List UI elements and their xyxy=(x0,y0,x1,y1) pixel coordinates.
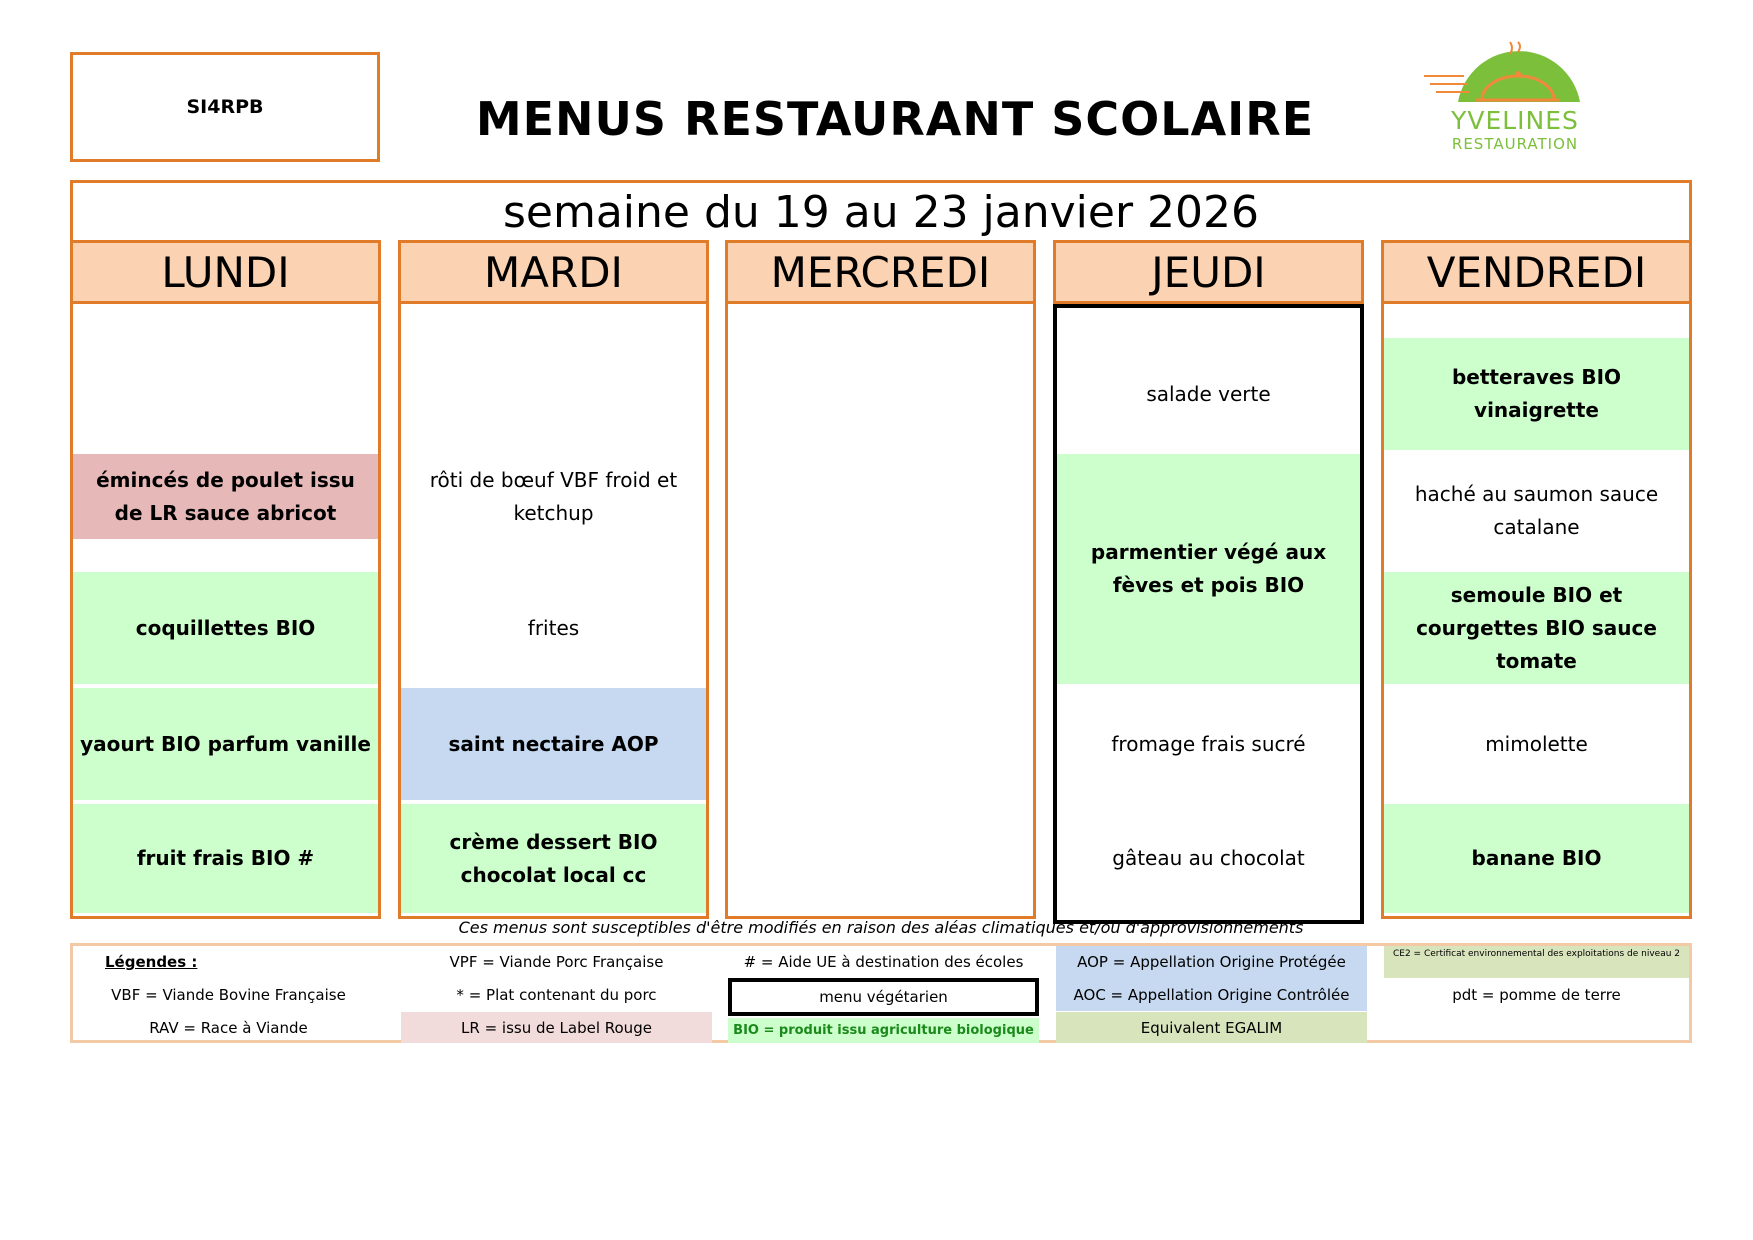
legend-title: Légendes : xyxy=(105,953,198,971)
day-menu xyxy=(70,304,381,919)
day-column-mardi xyxy=(398,240,709,919)
menu-dessert: crème dessert BIO chocolat local cc xyxy=(401,804,706,913)
logo-subtitle: RESTAURATION xyxy=(1451,135,1579,153)
day-column-jeudi xyxy=(1053,240,1364,924)
school-code: SI4RPB xyxy=(70,52,380,162)
menu-side: semoule BIO et courgettes BIO sauce tomate xyxy=(1384,572,1689,684)
legend-egalim: Equivalent EGALIM xyxy=(1056,1012,1367,1043)
legend-ce2: CE2 = Certificat environnemental des exploitations de niveau 2 xyxy=(1384,946,1689,978)
day-column-vendredi xyxy=(1381,240,1692,919)
menu-dairy: fromage frais sucré xyxy=(1111,731,1306,756)
day-column-lundi xyxy=(70,240,381,919)
legend-pork: * = Plat contenant du porc xyxy=(456,985,657,1004)
day-column-mercredi xyxy=(725,240,1036,919)
legend-rav: RAV = Race à Viande xyxy=(149,1018,308,1037)
menu-dessert: banane BIO xyxy=(1384,804,1689,913)
menu-side: coquillettes BIO xyxy=(73,572,378,684)
menu-starter: salade verte xyxy=(1146,381,1271,406)
legend-lr: LR = issu de Label Rouge xyxy=(401,1012,712,1043)
menu-dairy: mimolette xyxy=(1485,731,1588,756)
logo-title: YVELINES xyxy=(1451,106,1579,135)
day-header: MERCREDI xyxy=(725,240,1036,304)
logo-icon xyxy=(1420,40,1600,110)
day-header: VENDREDI xyxy=(1381,240,1692,304)
legend-vbf: VBF = Viande Bovine Française xyxy=(111,985,346,1004)
day-header: LUNDI xyxy=(70,240,381,304)
day-header: JEUDI xyxy=(1053,240,1364,304)
menu-dairy: saint nectaire AOP xyxy=(401,688,706,800)
week-title: semaine du 19 au 23 janvier 2026 xyxy=(70,180,1692,242)
legend-bio: BIO = produit issu agriculture biologique xyxy=(728,1018,1039,1043)
yvelines-restauration-logo xyxy=(1420,40,1600,160)
legend-vpf: VPF = Viande Porc Française xyxy=(449,953,664,971)
day-menu xyxy=(1381,304,1692,919)
menu-starter xyxy=(401,304,706,454)
legend-aoc: AOC = Appellation Origine Contrôlée xyxy=(1056,978,1367,1011)
legend-hash: # = Aide UE à destination des écoles xyxy=(743,953,1024,971)
menu-main: parmentier végé aux fèves et pois BIO xyxy=(1057,454,1360,684)
menu-dessert: fruit frais BIO # xyxy=(73,804,378,913)
menu-dessert: gâteau au chocolat xyxy=(1112,845,1305,870)
menu-dairy: yaourt BIO parfum vanille xyxy=(73,688,378,800)
legend xyxy=(70,943,1692,1043)
day-header: MARDI xyxy=(398,240,709,304)
menu-main: haché au saumon sauce catalane xyxy=(1414,482,1659,539)
menu-main: rôti de bœuf VBF froid et ketchup xyxy=(429,467,678,525)
legend-vegetarian: menu végétarien xyxy=(728,978,1039,1016)
day-menu xyxy=(398,304,709,919)
legend-pdt: pdt = pomme de terre xyxy=(1452,985,1621,1004)
day-menu xyxy=(725,304,1036,919)
disclaimer: Ces menus sont susceptibles d'être modifiés en raison des aléas climatiques et/ou d'approvisionnements xyxy=(458,918,1304,937)
legend-aop: AOP = Appellation Origine Protégée xyxy=(1056,946,1367,978)
day-menu-vegetarian xyxy=(1053,304,1364,924)
menu-main: émincés de poulet issu de LR sauce abricot xyxy=(73,454,378,539)
menu-side: frites xyxy=(527,615,580,640)
menu-starter xyxy=(73,304,378,454)
menu-starter: betteraves BIO vinaigrette xyxy=(1384,338,1689,450)
page-title: MENUS RESTAURANT SCOLAIRE xyxy=(475,92,1315,146)
